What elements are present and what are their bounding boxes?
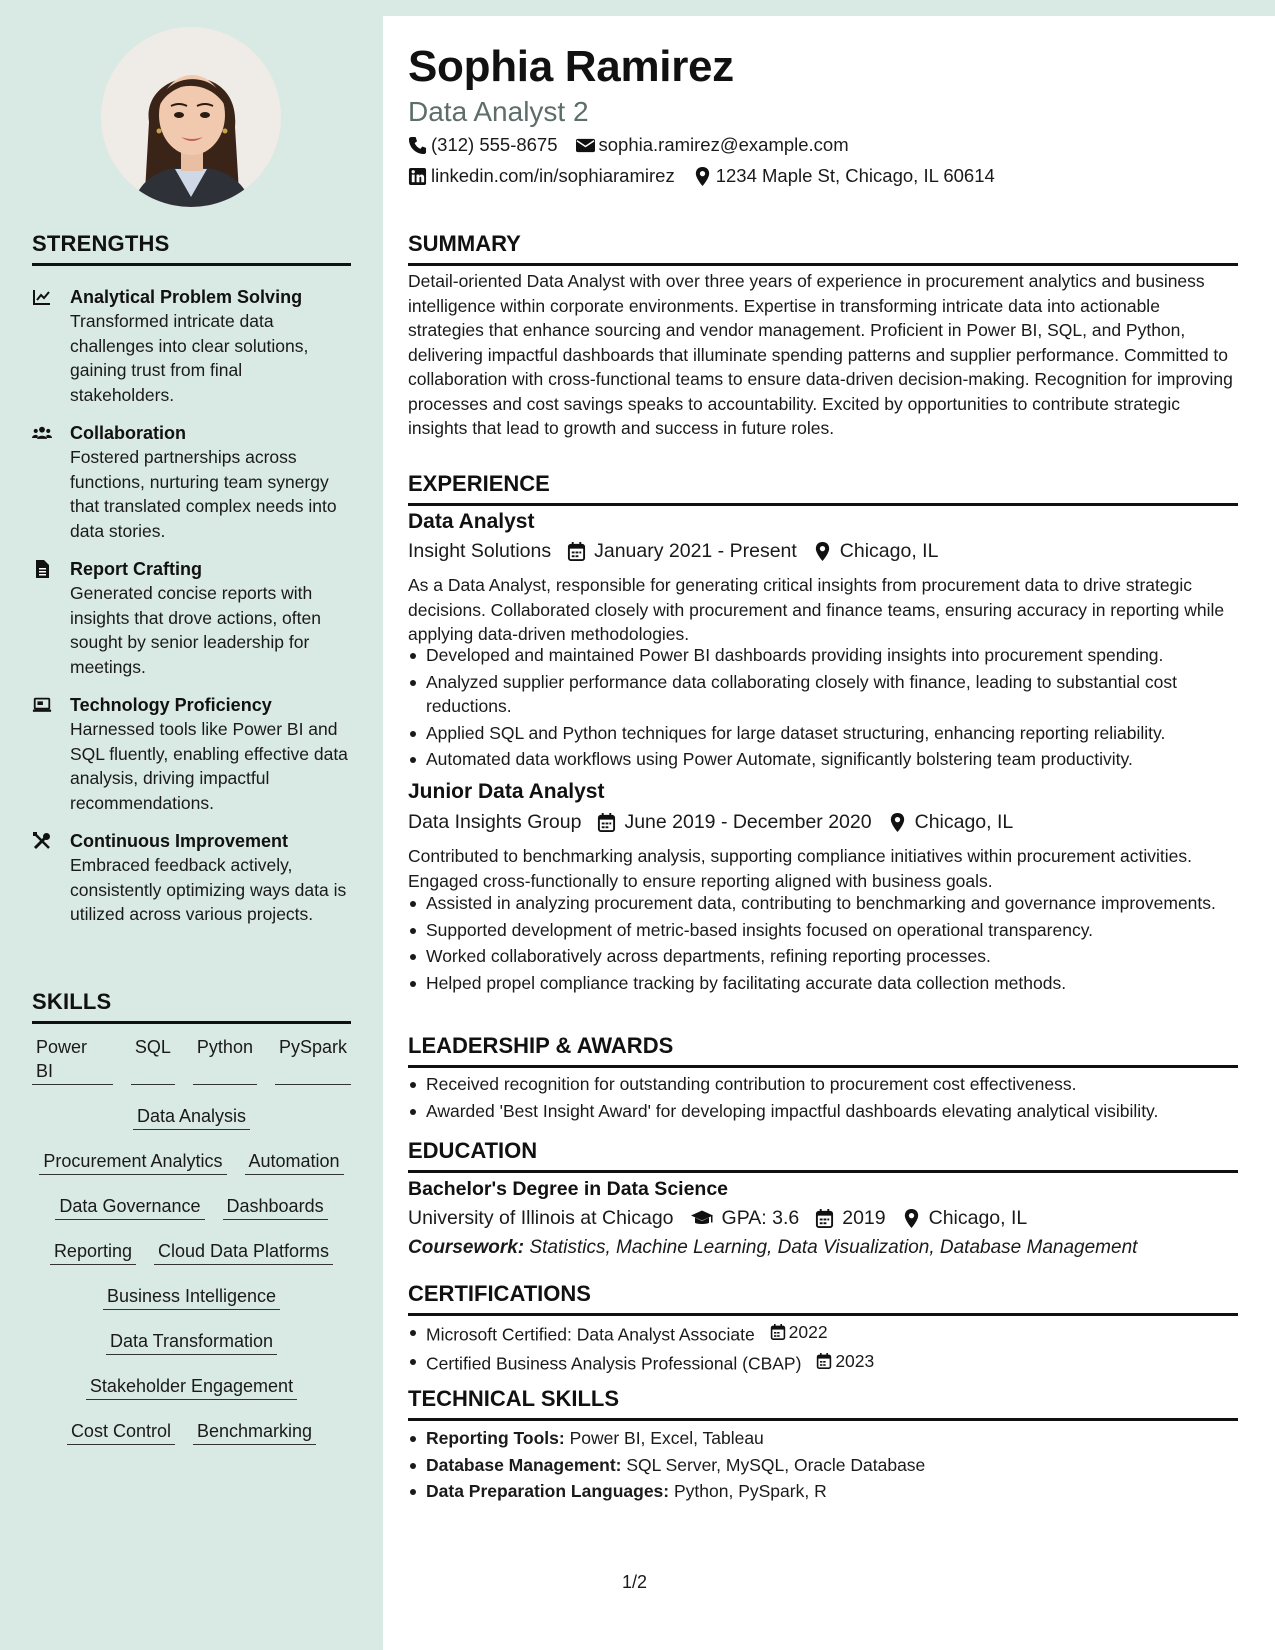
tools-icon [32, 829, 70, 927]
technical-skill-value: Python, PySpark, R [674, 1481, 827, 1501]
certification-year [816, 1349, 874, 1374]
job-bullet: Automated data workflows using Power Automate, significantly bolstering team productivity. [408, 747, 1238, 772]
job-bullet: Supported development of metric-based insights focused on operational transparency. [408, 918, 1238, 943]
calendar-icon [815, 1209, 834, 1228]
job-bullet: Helped propel compliance tracking by facilitating accurate data collection methods. [408, 971, 1238, 996]
job-bullet: Applied SQL and Python techniques for large dataset structuring, enhancing reporting reliability. [408, 721, 1238, 746]
school-name [408, 1207, 674, 1230]
job-title: Data Analyst [408, 510, 535, 533]
location-text: Chicago, IL [839, 540, 939, 562]
strength-desc: Harnessed tools like Power BI and SQL fluently, enabling effective data analysis, driving impactful recommendations. [70, 719, 348, 813]
chart-line-icon [32, 285, 70, 407]
strength-title: Collaboration [70, 423, 186, 443]
document-icon [32, 557, 70, 679]
year-text: 2022 [788, 1322, 828, 1342]
coursework-label: Coursework: [408, 1237, 525, 1258]
graduation-cap-icon [690, 1209, 714, 1228]
location-pin-icon [888, 813, 907, 832]
location-text: Chicago, IL [914, 811, 1014, 833]
skill-tag: SQL [131, 1035, 175, 1085]
phone-icon [408, 136, 427, 155]
job-location [813, 540, 939, 563]
job-bullet: Analyzed supplier performance data collaborating closely with finance, leading to substantial cost reductions. [408, 670, 1238, 719]
strength-title: Technology Proficiency [70, 695, 272, 715]
skills-list [32, 1035, 351, 1445]
calendar-icon [816, 1353, 832, 1369]
job-company [408, 540, 551, 563]
page-number: 1/2 [622, 1572, 648, 1592]
job-dates [597, 811, 871, 834]
job-meta [408, 811, 1029, 834]
skill-row [32, 1149, 351, 1175]
award-item: Received recognition for outstanding contribution to procurement cost effectiveness. [408, 1072, 1238, 1097]
technical-skill-item [408, 1426, 1238, 1451]
job-meta [408, 540, 954, 563]
skill-tag: Cloud Data Platforms [154, 1239, 333, 1265]
skill-tag: Business Intelligence [103, 1284, 280, 1310]
technical-skill-label: Data Preparation Languages: [426, 1481, 670, 1501]
skill-row [32, 1035, 351, 1085]
certification-item [408, 1320, 1238, 1347]
technical-skill-label: Reporting Tools: [426, 1428, 565, 1448]
strength-title: Continuous Improvement [70, 831, 289, 851]
strength-desc: Generated concise reports with insights that drove actions, often sought by senior leadership for meetings. [70, 583, 321, 677]
certifications-list [408, 1320, 1238, 1378]
contact-line-1 [408, 134, 867, 156]
certifications-heading: CERTIFICATIONS [408, 1281, 1238, 1316]
certification-name: Certified Business Analysis Professional (CBAP) [426, 1353, 802, 1373]
location-text: Chicago, IL [928, 1207, 1028, 1229]
location-pin-icon [693, 167, 712, 186]
phone-text: (312) 555-8675 [431, 134, 558, 155]
phone-contact[interactable] [408, 134, 558, 156]
skill-tag: PySpark [275, 1035, 351, 1085]
users-icon [32, 421, 70, 543]
strength-title: Report Crafting [70, 559, 202, 579]
strength-desc: Fostered partnerships across functions, nurturing team synergy that translated complex needs into data stories. [70, 447, 337, 541]
job-bullets [408, 643, 1238, 774]
certification-name: Microsoft Certified: Data Analyst Associate [426, 1324, 755, 1345]
strength-title: Analytical Problem Solving [70, 287, 303, 307]
skill-row [32, 1239, 351, 1265]
job-title: Junior Data Analyst [408, 780, 605, 803]
strength-item [32, 829, 351, 927]
experience-heading: EXPERIENCE [408, 471, 1238, 506]
dates-text: June 2019 - December 2020 [624, 811, 872, 833]
technical-skill-value: Power BI, Excel, Tableau [569, 1428, 764, 1448]
education-year [815, 1207, 885, 1230]
company-text: Insight Solutions [408, 540, 552, 562]
sidebar [0, 0, 383, 1650]
awards-heading: LEADERSHIP & AWARDS [408, 1033, 1238, 1068]
awards-list [408, 1072, 1238, 1125]
company-text: Data Insights Group [408, 811, 582, 833]
skills-heading: SKILLS [32, 989, 351, 1024]
strength-item [32, 557, 351, 679]
candidate-name: Sophia Ramirez [408, 42, 734, 91]
linkedin-text: linkedin.com/in/sophiaramirez [431, 165, 675, 186]
skill-row [32, 1284, 351, 1310]
address-text: 1234 Maple St, Chicago, IL 60614 [715, 165, 995, 186]
coursework-text: Statistics, Machine Learning, Data Visualization, Database Management [529, 1237, 1138, 1258]
education-heading: EDUCATION [408, 1138, 1238, 1173]
strength-desc: Embraced feedback actively, consistently optimizing ways data is utilized across various projects. [70, 855, 347, 924]
certification-year [770, 1320, 828, 1345]
technical-skills-heading: TECHNICAL SKILLS [408, 1386, 1238, 1421]
education-meta [408, 1207, 1043, 1230]
year-text: 2019 [842, 1207, 886, 1229]
email-contact[interactable] [576, 134, 849, 156]
address-contact [693, 165, 995, 187]
strengths-heading: STRENGTHS [32, 231, 351, 266]
degree-title: Bachelor's Degree in Data Science [408, 1178, 729, 1200]
job-bullet: Assisted in analyzing procurement data, contributing to benchmarking and governance improvements. [408, 891, 1238, 916]
strength-item [32, 285, 351, 407]
skill-tag: Procurement Analytics [39, 1149, 226, 1175]
job-bullet: Worked collaboratively across departments, refining reporting processes. [408, 944, 1238, 969]
skill-tag: Cost Control [67, 1419, 175, 1445]
certification-item [408, 1349, 1238, 1376]
education-location [902, 1207, 1028, 1230]
job-bullets [408, 891, 1238, 997]
technical-skills-list [408, 1426, 1238, 1506]
job-bullet: Developed and maintained Power BI dashboards providing insights into procurement spending. [408, 643, 1238, 668]
skill-row [32, 1374, 351, 1400]
calendar-icon [597, 813, 616, 832]
calendar-icon [770, 1324, 786, 1340]
year-text: 2023 [835, 1350, 875, 1371]
email-text: sophia.ramirez@example.com [598, 134, 849, 155]
laptop-icon [32, 693, 70, 815]
profile-photo [101, 27, 281, 207]
skill-tag: Data Analysis [133, 1104, 250, 1130]
linkedin-contact[interactable] [408, 165, 675, 187]
strengths-list [32, 285, 351, 941]
strength-item [32, 693, 351, 815]
location-pin-icon [902, 1209, 921, 1228]
technical-skill-value: SQL Server, MySQL, Oracle Database [626, 1454, 926, 1475]
gpa-text: GPA: 3.6 [721, 1207, 800, 1229]
skill-tag: Data Governance [55, 1194, 204, 1220]
technical-skill-item [408, 1479, 1238, 1504]
location-pin-icon [813, 542, 832, 561]
job-description: Contributed to benchmarking analysis, supporting compliance initiatives within procurement activities. Engaged cross-functionally to ensure reporting aligned with business goals. [408, 846, 1192, 891]
dates-text: January 2021 - Present [594, 540, 797, 562]
job-company [408, 811, 581, 834]
skill-row [32, 1194, 351, 1220]
candidate-role: Data Analyst 2 [408, 96, 589, 127]
skill-tag: Data Transformation [106, 1329, 277, 1355]
email-icon [576, 136, 595, 155]
skill-tag: Benchmarking [193, 1419, 316, 1445]
skill-tag: Stakeholder Engagement [86, 1374, 297, 1400]
strength-desc: Transformed intricate data challenges into clear solutions, gaining trust from final stakeholders. [70, 311, 309, 405]
technical-skill-item [408, 1453, 1238, 1478]
skill-row [32, 1329, 351, 1355]
job-location [888, 811, 1014, 834]
contact-line-2 [408, 165, 1013, 187]
coursework [408, 1237, 1137, 1259]
education-gpa [690, 1207, 800, 1230]
skill-tag: Automation [245, 1149, 344, 1175]
job-description: As a Data Analyst, responsible for generating critical insights from procurement data to drive strategic decisions. Collaborated closely with procurement and finance teams, ensuring accuracy in reporting while applying data-driven methodologies. [408, 575, 1225, 644]
job-dates [567, 540, 797, 563]
technical-skill-label: Database Management: [426, 1454, 622, 1475]
calendar-icon [567, 542, 586, 561]
summary-heading: SUMMARY [408, 231, 1238, 266]
skill-tag: Power BI [32, 1035, 113, 1085]
skill-row [32, 1419, 351, 1445]
linkedin-icon [408, 167, 427, 186]
skill-tag: Reporting [50, 1239, 136, 1265]
skill-tag: Python [193, 1035, 257, 1085]
strength-item [32, 421, 351, 543]
skill-row [32, 1104, 351, 1130]
school-text: University of Illinois at Chicago [408, 1207, 674, 1229]
award-item: Awarded 'Best Insight Award' for developing impactful dashboards elevating analytical visibility. [408, 1099, 1238, 1124]
main-column [383, 16, 1275, 1650]
skill-tag: Dashboards [223, 1194, 328, 1220]
summary-text: Detail-oriented Data Analyst with over three years of experience in procurement analytics and business intelligence within corporate environments. Expertise in transforming intricate data into actionable strategies that enhance sourcing and vendor management. Proficient in Power BI, SQL, and Python, delivering impactful dashboards that illuminate spending patterns and supplier performance. Committed to collaboration with cross-functional teams to ensure data-driven decision-making. Recognition for improving processes and cost savings speaks to accountability. Excited by opportunities to contribute strategic insights that lead to growth and success in future roles. [408, 271, 1233, 438]
portrait-image [101, 27, 281, 207]
